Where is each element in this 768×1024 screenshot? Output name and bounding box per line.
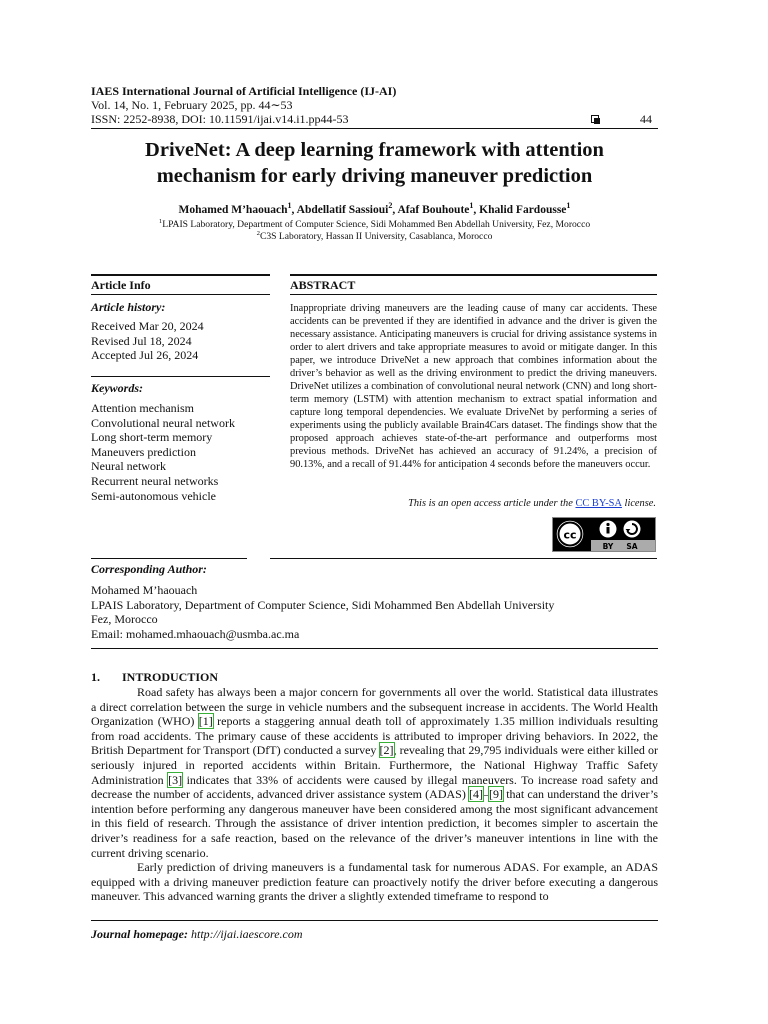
intro-text: indicates that 33% of accidents were caused by illegal maneuvers. To increase road safety and decrease the number of accidents, advanced driver assistance system (ADAS)	[91, 772, 658, 802]
abstract-top-rule	[290, 274, 657, 276]
corresponding-email: Email: mohamed.mhaouach@usmba.ac.ma	[91, 627, 300, 641]
footer-rule	[91, 920, 658, 921]
intro-text: reports a staggering annual death toll of approximately 1.35 million individuals resulting from road accidents. The primary cause of these accidents is attributed to improper driving behaviors. In 2022, the British Department for Transport (DfT) conducted a survey	[91, 714, 658, 758]
author-sep: ,	[392, 204, 398, 216]
author-sup: 1	[287, 201, 292, 211]
affiliation-text: LPAIS Laboratory, Department of Computer Science, Sidi Mohammed Ben Abdellah University, Fez, Morocco	[162, 219, 591, 230]
author-name: Khalid Fardousse	[479, 204, 567, 216]
author-sup: 1	[469, 201, 474, 211]
affiliation-sup: 1	[158, 217, 163, 225]
article-history-heading: Article history:	[91, 300, 166, 314]
journal-name: IAES International Journal of Artificial Intelligence (IJ-AI)	[91, 84, 397, 98]
author-sup: 1	[566, 201, 571, 211]
citation-link[interactable]: [4]	[469, 787, 484, 802]
keywords-heading: Keywords:	[91, 381, 143, 395]
cc-badge-icon	[553, 518, 655, 551]
cc-by-sa-link[interactable]: CC BY-SA	[575, 498, 622, 509]
keyword-item: Neural network	[91, 459, 166, 474]
intro-text: , revealing that 29,795 individuals were either killed or seriously injured in reported accidents within Britain. Furthermore, the National Highway Traffic Safety Administration	[91, 743, 658, 787]
received-date: Received Mar 20, 2024	[91, 319, 204, 333]
issn-doi: ISSN: 2252-8938, DOI: 10.11591/ijai.v14.i1.pp44-53	[91, 112, 349, 126]
abstract-text: Inappropriate driving maneuvers are the leading cause of many car accidents. These accidents can be prevented if they are identified in advance and the driver is given the necessary assistance. Anticipating maneuvers is crucial for driving assistance systems in order to alert drivers and take appropriate measures to avoid or mitigate danger. In this paper, we introduce DriveNet a new approach that combines information about the driver’s behavior as well as the driving environment to predict the driving maneuvers. DriveNet utilizes a combination of convolutional neural network (CNN) and long short-term memory (LSTM) with attention mechanism to extract spatial information and capture long temporal dependencies. We evaluate DriveNet by performing a series of experiments using the publicly available Brain4Cars dataset. The findings show that the proposed approach achieves state-of-the-art performance and outperforms most previous methods. DriveNet has achieved an accuracy of 91.24%, a precision of 90.13%, and a recall of 91.44% for anticipation 4 seconds before the maneuvers occur.	[290, 303, 657, 470]
box-icon	[591, 115, 599, 123]
title-line-2: mechanism for early driving maneuver prediction	[156, 165, 593, 187]
paper-title	[91, 137, 658, 189]
cc-glyph: cc	[563, 528, 577, 542]
corresponding-bottom-rule	[91, 648, 658, 649]
accepted-date: Accepted Jul 26, 2024	[91, 348, 199, 362]
citation-link[interactable]: [9]	[489, 787, 504, 802]
corresponding-city: Fez, Morocco	[91, 612, 158, 626]
introduction-body	[91, 685, 658, 904]
keyword-item: Semi-autonomous vehicle	[91, 488, 216, 503]
journal-homepage	[91, 927, 303, 942]
author-sep: ,	[291, 204, 297, 216]
author-name: Abdellatif Sassioui	[296, 204, 389, 216]
corresponding-heading: Corresponding Author:	[91, 562, 207, 576]
author-sup: 2	[388, 201, 393, 211]
keyword-item: Attention mechanism	[91, 401, 194, 415]
abstract-heading: ABSTRACT	[290, 278, 356, 292]
intro-text: –	[483, 787, 490, 802]
intro-text: Road safety has always been a major concern for governments all over the world. Statistical data illustrates a direct correlation between the surge in vehicle numbers and the subsequent increase in accidents. The World Health Organization (WHO)	[91, 685, 658, 729]
corresponding-rule-left	[91, 558, 247, 559]
header-rule	[91, 128, 658, 129]
keyword-item: Recurrent neural networks	[91, 473, 219, 488]
affiliation-2	[91, 231, 658, 243]
license-suffix: license.	[621, 498, 656, 509]
citation-link[interactable]: [3]	[168, 772, 183, 787]
volume-info: Vol. 14, No. 1, February 2025, pp. 44∼53	[91, 98, 293, 112]
author-name: Afaf Bouhoute	[397, 204, 470, 216]
revised-date: Revised Jul 18, 2024	[91, 334, 192, 348]
section-number: 1.	[91, 670, 100, 684]
corresponding-affiliation: LPAIS Laboratory, Department of Computer Science, Sidi Mohammed Ben Abdellah University	[91, 598, 555, 612]
author-list	[91, 201, 658, 216]
keyword-list	[91, 401, 235, 503]
keyword-item: Convolutional neural network	[91, 415, 235, 430]
title-line-1: DriveNet: A deep learning framework with attention	[145, 139, 604, 161]
article-info-heading: Article Info	[91, 278, 151, 292]
citation-link[interactable]: [1]	[198, 714, 213, 729]
affiliation-text: C3S Laboratory, Hassan II University, Casablanca, Morocco	[259, 231, 493, 242]
intro-paragraph-1	[91, 685, 658, 860]
article-info-rule	[91, 294, 270, 295]
intro-text: that can understand the driver’s intention before performing any dangerous maneuver have been considered among the most significant advancement in this field of research. Through the assistance of driver intention prediction, it becomes simpler to ascertain the driver’s readiness for a safe reaction, based on the relevance of the driver’s maneuver intentions in line with the current driving scenario.	[91, 787, 658, 860]
section-heading: INTRODUCTION	[122, 670, 219, 684]
homepage-label: Journal homepage:	[91, 927, 189, 941]
keyword-item: Maneuvers prediction	[91, 444, 196, 459]
page-number: 44	[640, 112, 652, 126]
corresponding-name: Mohamed M’haouach	[91, 583, 198, 597]
article-info-top-rule	[91, 274, 270, 276]
author-name: Mohamed M’haouach	[178, 204, 288, 216]
homepage-url[interactable]: http://ijai.iaescore.com	[188, 927, 303, 941]
keywords-rule	[91, 376, 270, 377]
citation-link[interactable]: [2]	[379, 743, 394, 758]
license-prefix: This is an open access article under the	[408, 498, 576, 509]
by-label: BY	[602, 542, 614, 551]
license-note	[290, 498, 656, 509]
corresponding-rule-right	[270, 558, 657, 559]
author-sep: ,	[473, 204, 480, 216]
abstract-rule	[290, 294, 657, 295]
sa-label: SA	[626, 542, 638, 551]
keyword-item: Long short-term memory	[91, 430, 213, 445]
cc-by-sa-badge[interactable]	[552, 517, 656, 552]
affiliation-sup: 2	[256, 229, 260, 237]
intro-paragraph-2: Early prediction of driving maneuvers is a fundamental task for numerous ADAS. For example, an ADAS equipped with a driving maneuver prediction feature can proactively notify the driver before executing a dangerous maneuver. This advanced warning grants the driver a slightly extended timeframe to respond to	[91, 860, 658, 904]
affiliation-1	[91, 219, 658, 231]
